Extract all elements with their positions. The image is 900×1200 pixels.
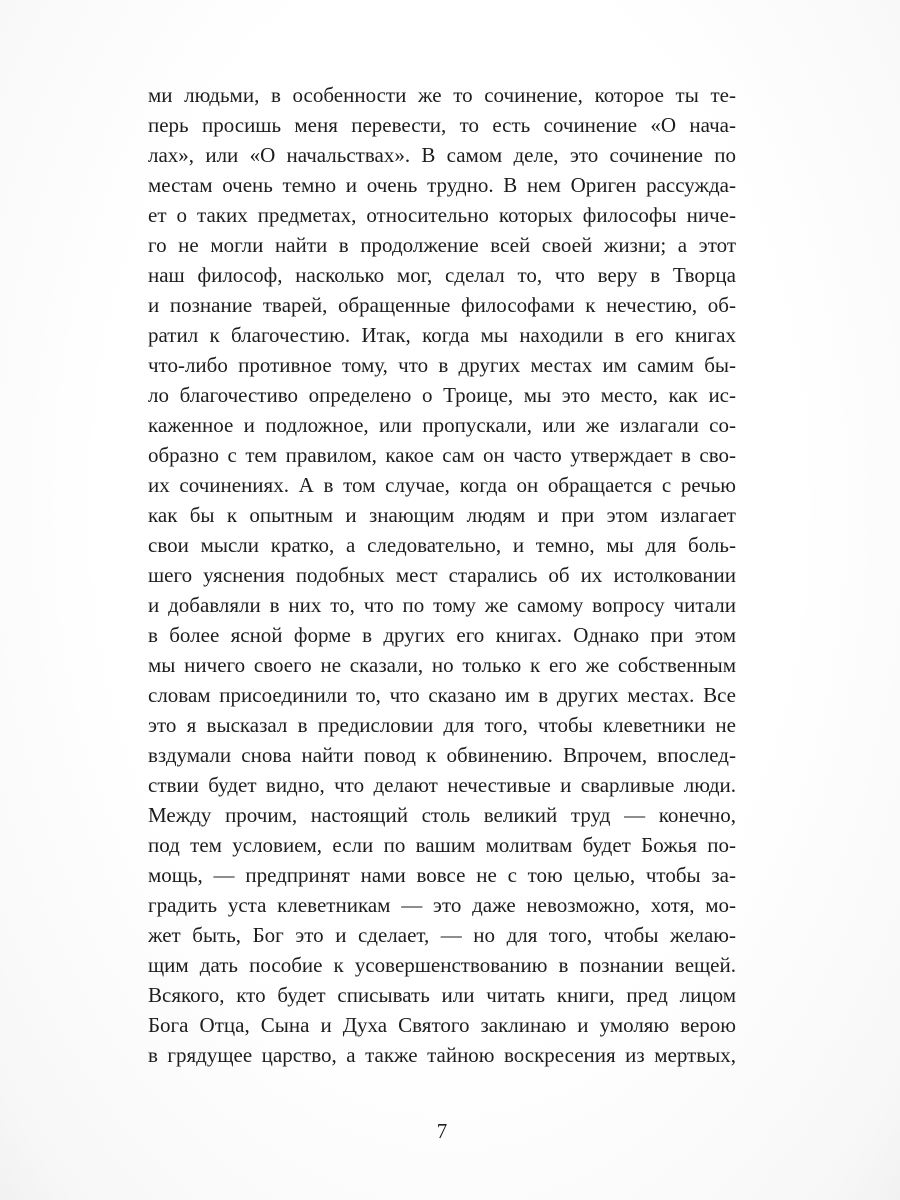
text-line: это я высказал в предисловии для того, чтобы клеветники не bbox=[148, 713, 736, 737]
text-line: ми людьми, в особенности же то сочинение, которое ты те- bbox=[148, 83, 736, 107]
text-line: Бога Отца, Сына и Духа Святого заклинаю и умоляю верою bbox=[148, 1013, 736, 1037]
text-line: в более ясной форме в других его книгах. Однако при этом bbox=[148, 623, 736, 647]
text-line: шего уяснения подобных мест старались об их истолковании bbox=[148, 563, 736, 587]
text-block bbox=[148, 80, 736, 1070]
text-line: го не могли найти в продолжение всей своей жизни; а этот bbox=[148, 233, 736, 257]
text-line: щим дать пособие к усовершенствованию в познании вещей. bbox=[148, 953, 736, 977]
text-line: вздумали снова найти повод к обвинению. Впрочем, впослед- bbox=[148, 743, 736, 767]
text-line: наш философ, насколько мог, сделал то, что веру в Творца bbox=[148, 263, 736, 287]
text-line: перь просишь меня перевести, то есть сочинение «О нача- bbox=[148, 113, 736, 137]
text-line: жет быть, Бог это и сделает, — но для того, чтобы желаю- bbox=[148, 923, 736, 947]
page-number: 7 bbox=[436, 1119, 448, 1143]
text-line: Всякого, кто будет списывать или читать книги, пред лицом bbox=[148, 983, 736, 1007]
text-line: ло благочестиво определено о Троице, мы это место, как ис- bbox=[148, 383, 736, 407]
text-line: свои мысли кратко, а следовательно, и темно, мы для боль- bbox=[148, 533, 736, 557]
text-line: и добавляли в них то, что по тому же самому вопросу читали bbox=[148, 593, 736, 617]
text-line: Между прочим, настоящий столь великий труд — конечно, bbox=[148, 803, 736, 827]
text-line: что-либо противное тому, что в других местах им самим бы- bbox=[148, 353, 736, 377]
text-line: словам присоединили то, что сказано им в других местах. Все bbox=[148, 683, 736, 707]
text-line: градить уста клеветникам — это даже невозможно, хотя, мо- bbox=[148, 893, 736, 917]
text-line: как бы к опытным и знающим людям и при этом излагает bbox=[148, 503, 736, 527]
text-line: ет о таких предметах, относительно которых философы ниче- bbox=[148, 203, 736, 227]
text-line: под тем условием, если по вашим молитвам будет Божья по- bbox=[148, 833, 736, 857]
text-line: ратил к благочестию. Итак, когда мы находили в его книгах bbox=[148, 323, 736, 347]
text-line: их сочинениях. А в том случае, когда он обращается с речью bbox=[148, 473, 736, 497]
text-line: в грядущее царство, а также тайною воскресения из мертвых, bbox=[148, 1043, 736, 1067]
text-line: местам очень темно и очень трудно. В нем Ориген рассужда- bbox=[148, 173, 736, 197]
text-line: образно с тем правилом, какое сам он часто утверждает в сво- bbox=[148, 443, 736, 467]
text-line: мощь, — предпринят нами вовсе не с тою целью, чтобы за- bbox=[148, 863, 736, 887]
text-line: каженное и подложное, или пропускали, или же излагали со- bbox=[148, 413, 736, 437]
text-line: и познание тварей, обращенные философами к нечестию, об- bbox=[148, 293, 736, 317]
text-line: мы ничего своего не сказали, но только к его же собственным bbox=[148, 653, 736, 677]
text-line: ствии будет видно, что делают нечестивые и сварливые люди. bbox=[148, 773, 736, 797]
text-line: лах», или «О начальствах». В самом деле, это сочинение по bbox=[148, 143, 736, 167]
